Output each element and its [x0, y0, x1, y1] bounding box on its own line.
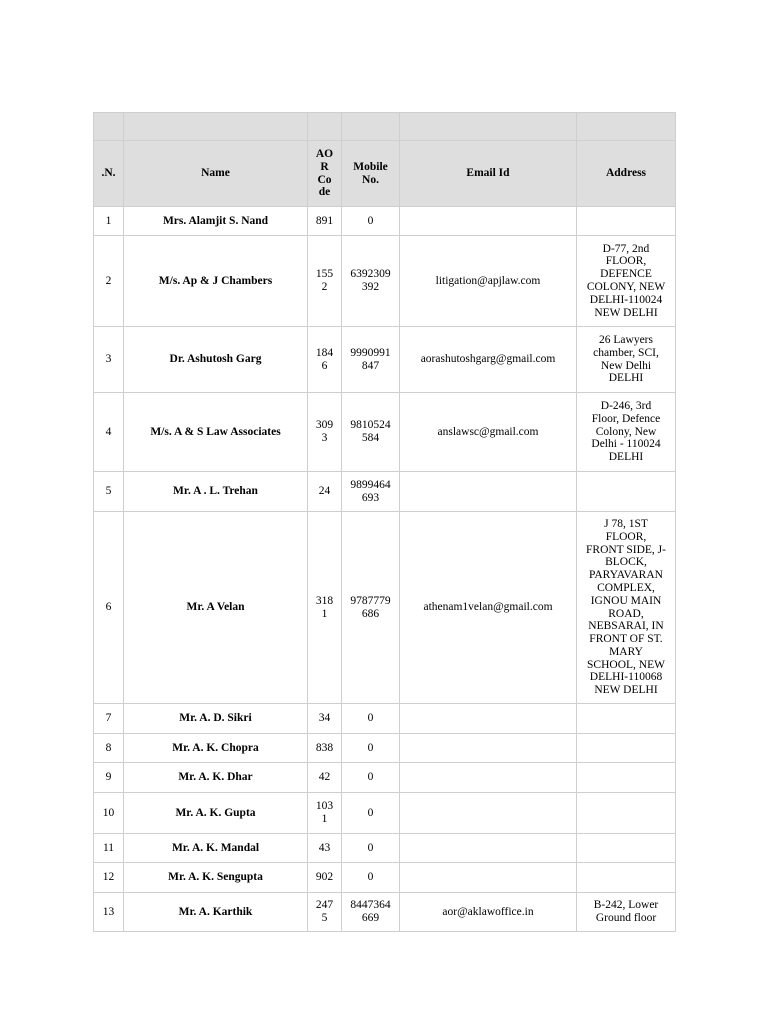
header-aor-code: AO R Co de — [308, 141, 342, 207]
cell-sn: 13 — [94, 893, 124, 932]
cell-address: J 78, 1ST FLOOR, FRONT SIDE, J- BLOCK, PARYAVARAN COMPLEX, IGNOU MAIN ROAD, NEBSARAI, IN FRONT OF ST. MARY SCHOOL, NEW DELHI-110068 NEW DELHI — [577, 512, 676, 704]
cell-name: M/s. Ap & J Chambers — [124, 236, 308, 327]
cell-email — [400, 207, 577, 236]
table-body — [94, 207, 676, 932]
cell-name: Mrs. Alamjit S. Nand — [124, 207, 308, 236]
cell-name: Mr. A. Karthik — [124, 893, 308, 932]
cell-aor-code: 42 — [308, 763, 342, 793]
cell-email — [400, 834, 577, 863]
cell-address: D-77, 2nd FLOOR, DEFENCE COLONY, NEW DELHI-110024 NEW DELHI — [577, 236, 676, 327]
table-row — [94, 704, 676, 734]
cell-sn: 5 — [94, 472, 124, 512]
table-row — [94, 472, 676, 512]
table-row — [94, 763, 676, 793]
cell-name: Mr. A. K. Gupta — [124, 793, 308, 834]
cell-email — [400, 763, 577, 793]
cell-mobile: 0 — [342, 704, 400, 734]
cell-address: D-246, 3rd Floor, Defence Colony, New Delhi - 110024 DELHI — [577, 393, 676, 472]
cell-mobile: 9899464 693 — [342, 472, 400, 512]
cell-name: Mr. A. D. Sikri — [124, 704, 308, 734]
table-row — [94, 863, 676, 893]
cell-aor-code: 891 — [308, 207, 342, 236]
cell-name: Mr. A . L. Trehan — [124, 472, 308, 512]
cell-name: Mr. A. K. Dhar — [124, 763, 308, 793]
cell-sn: 9 — [94, 763, 124, 793]
cell-mobile: 6392309 392 — [342, 236, 400, 327]
table-row — [94, 327, 676, 393]
cell-aor-code: 838 — [308, 734, 342, 763]
cell-mobile: 9787779 686 — [342, 512, 400, 704]
header-row — [94, 141, 676, 207]
cell-aor-code: 155 2 — [308, 236, 342, 327]
cell-address: 26 Lawyers chamber, SCI, New Delhi DELHI — [577, 327, 676, 393]
table-row — [94, 207, 676, 236]
cell-mobile: 0 — [342, 207, 400, 236]
cell-aor-code: 103 1 — [308, 793, 342, 834]
table-row — [94, 512, 676, 704]
cell-mobile: 0 — [342, 793, 400, 834]
cell-address — [577, 704, 676, 734]
cell-email: litigation@apjlaw.com — [400, 236, 577, 327]
header-name: Name — [124, 141, 308, 207]
cell-sn: 12 — [94, 863, 124, 893]
cell-name: Mr. A. K. Sengupta — [124, 863, 308, 893]
cell-email — [400, 793, 577, 834]
cell-address — [577, 763, 676, 793]
cell-name: Mr. A. K. Mandal — [124, 834, 308, 863]
cell-name: Mr. A Velan — [124, 512, 308, 704]
advocates-on-record-table — [93, 112, 676, 932]
cell-mobile: 0 — [342, 834, 400, 863]
table-row — [94, 236, 676, 327]
table-row — [94, 734, 676, 763]
cell-sn: 11 — [94, 834, 124, 863]
header-spacer-row — [94, 113, 676, 141]
cell-name: M/s. A & S Law Associates — [124, 393, 308, 472]
cell-address: B-242, Lower Ground floor — [577, 893, 676, 932]
cell-email — [400, 734, 577, 763]
cell-sn: 10 — [94, 793, 124, 834]
cell-email: aor@aklawoffice.in — [400, 893, 577, 932]
cell-mobile: 0 — [342, 763, 400, 793]
header-email: Email Id — [400, 141, 577, 207]
cell-address — [577, 472, 676, 512]
cell-email — [400, 472, 577, 512]
cell-sn: 7 — [94, 704, 124, 734]
header-address: Address — [577, 141, 676, 207]
cell-mobile: 8447364 669 — [342, 893, 400, 932]
cell-aor-code: 902 — [308, 863, 342, 893]
cell-aor-code: 247 5 — [308, 893, 342, 932]
cell-address — [577, 793, 676, 834]
cell-aor-code: 34 — [308, 704, 342, 734]
header-mobile: Mobile No. — [342, 141, 400, 207]
table-row — [94, 893, 676, 932]
cell-email: athenam1velan@gmail.com — [400, 512, 577, 704]
cell-aor-code: 24 — [308, 472, 342, 512]
cell-email: anslawsc@gmail.com — [400, 393, 577, 472]
cell-address — [577, 834, 676, 863]
cell-email — [400, 704, 577, 734]
cell-address — [577, 863, 676, 893]
table-row — [94, 393, 676, 472]
cell-address — [577, 734, 676, 763]
cell-email — [400, 863, 577, 893]
header-sn: .N. — [94, 141, 124, 207]
cell-sn: 3 — [94, 327, 124, 393]
cell-aor-code: 43 — [308, 834, 342, 863]
cell-aor-code: 184 6 — [308, 327, 342, 393]
cell-aor-code: 309 3 — [308, 393, 342, 472]
table-row — [94, 834, 676, 863]
cell-sn: 1 — [94, 207, 124, 236]
cell-email: aorashutoshgarg@gmail.com — [400, 327, 577, 393]
cell-mobile: 0 — [342, 734, 400, 763]
cell-mobile: 9990991 847 — [342, 327, 400, 393]
cell-name: Mr. A. K. Chopra — [124, 734, 308, 763]
cell-mobile: 9810524 584 — [342, 393, 400, 472]
table-row — [94, 793, 676, 834]
cell-name: Dr. Ashutosh Garg — [124, 327, 308, 393]
cell-sn: 8 — [94, 734, 124, 763]
cell-sn: 2 — [94, 236, 124, 327]
cell-aor-code: 318 1 — [308, 512, 342, 704]
cell-mobile: 0 — [342, 863, 400, 893]
cell-sn: 6 — [94, 512, 124, 704]
cell-address — [577, 207, 676, 236]
cell-sn: 4 — [94, 393, 124, 472]
